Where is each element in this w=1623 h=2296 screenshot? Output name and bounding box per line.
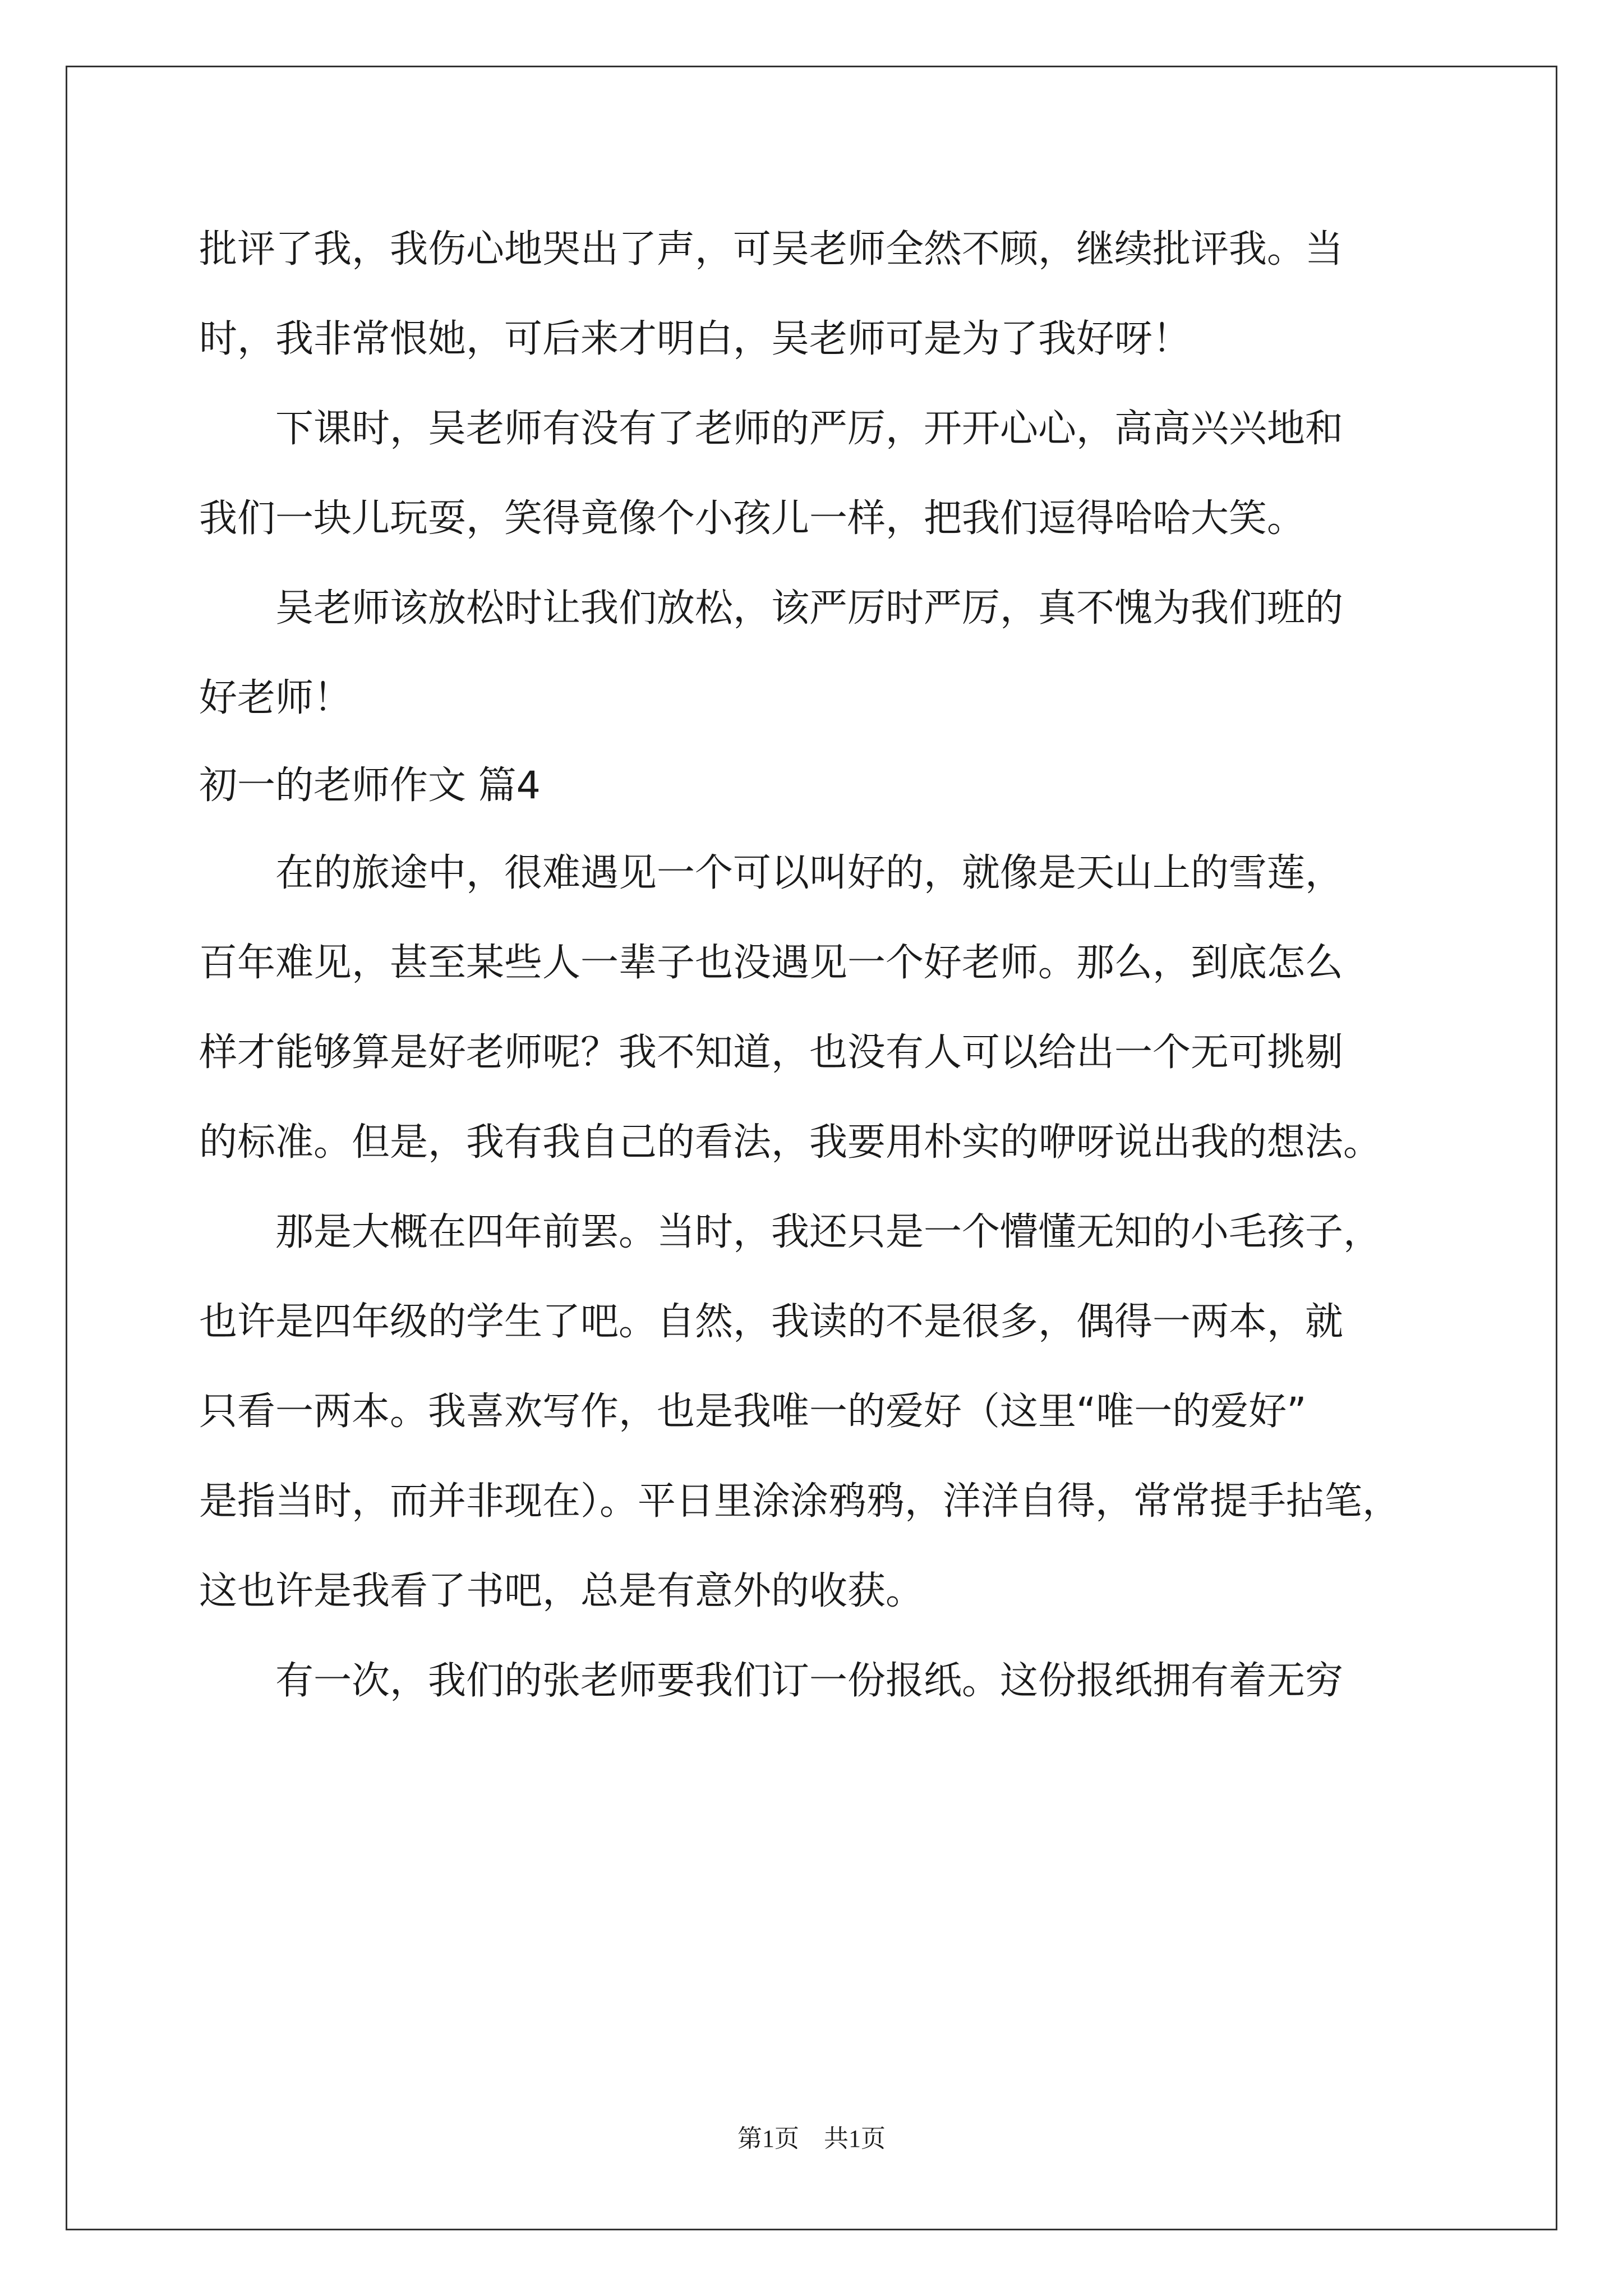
text-line: 的标准。但是，我有我自己的看法，我要用朴实的咿呀说出我的想法。 <box>199 1120 1382 1165</box>
text-line: 我们一块儿玩耍，笑得竟像个小孩儿一样，把我们逗得哈哈大笑。 <box>199 496 1306 541</box>
text-line: 样才能够算是好老师呢？我不知道，也没有人可以给出一个无可挑剔 <box>199 1030 1344 1075</box>
text-line: 时，我非常恨她，可后来才明白，吴老师可是为了我好呀！ <box>199 317 1191 361</box>
text-line: 也许是四年级的学生了吧。自然，我读的不是很多，偶得一两本，就 <box>199 1300 1344 1344</box>
paragraph-start: 下课时，吴老师有没有了老师的严厉，开开心心，高高兴兴地和 <box>275 407 1344 451</box>
text-line: 批评了我，我伤心地哭出了声，可吴老师全然不顾，继续批评我。当 <box>199 227 1344 272</box>
page-number-footer: 第1页 共1页 <box>737 2125 886 2152</box>
text-line: 好老师！ <box>199 676 352 720</box>
text-line: 是指当时，而并非现在）。平日里涂涂鸦鸦，洋洋自得，常常提手拈笔， <box>199 1479 1401 1524</box>
text-line: 百年难见，甚至某些人一辈子也没遇见一个好老师。那么，到底怎么 <box>199 941 1344 985</box>
paragraph-start: 那是大概在四年前罢。当时，我还只是一个懵懂无知的小毛孩子， <box>275 1210 1382 1254</box>
paragraph-start: 吴老师该放松时让我们放松，该严厉时严厉，真不愧为我们班的 <box>275 586 1344 631</box>
document-body <box>199 205 1489 1726</box>
text-line: 这也许是我看了书吧，总是有意外的收获。 <box>199 1569 924 1613</box>
paragraph-start: 有一次，我们的张老师要我们订一份报纸。这份报纸拥有着无穷 <box>275 1659 1344 1703</box>
paragraph-start: 在的旅途中，很难遇见一个可以叫好的，就像是天山上的雪莲， <box>275 851 1344 895</box>
text-line: 只看一两本。我喜欢写作，也是我唯一的爱好（这里“唯一的爱好” <box>199 1389 1307 1434</box>
section-heading: 初一的老师作文 篇4 <box>199 763 541 808</box>
